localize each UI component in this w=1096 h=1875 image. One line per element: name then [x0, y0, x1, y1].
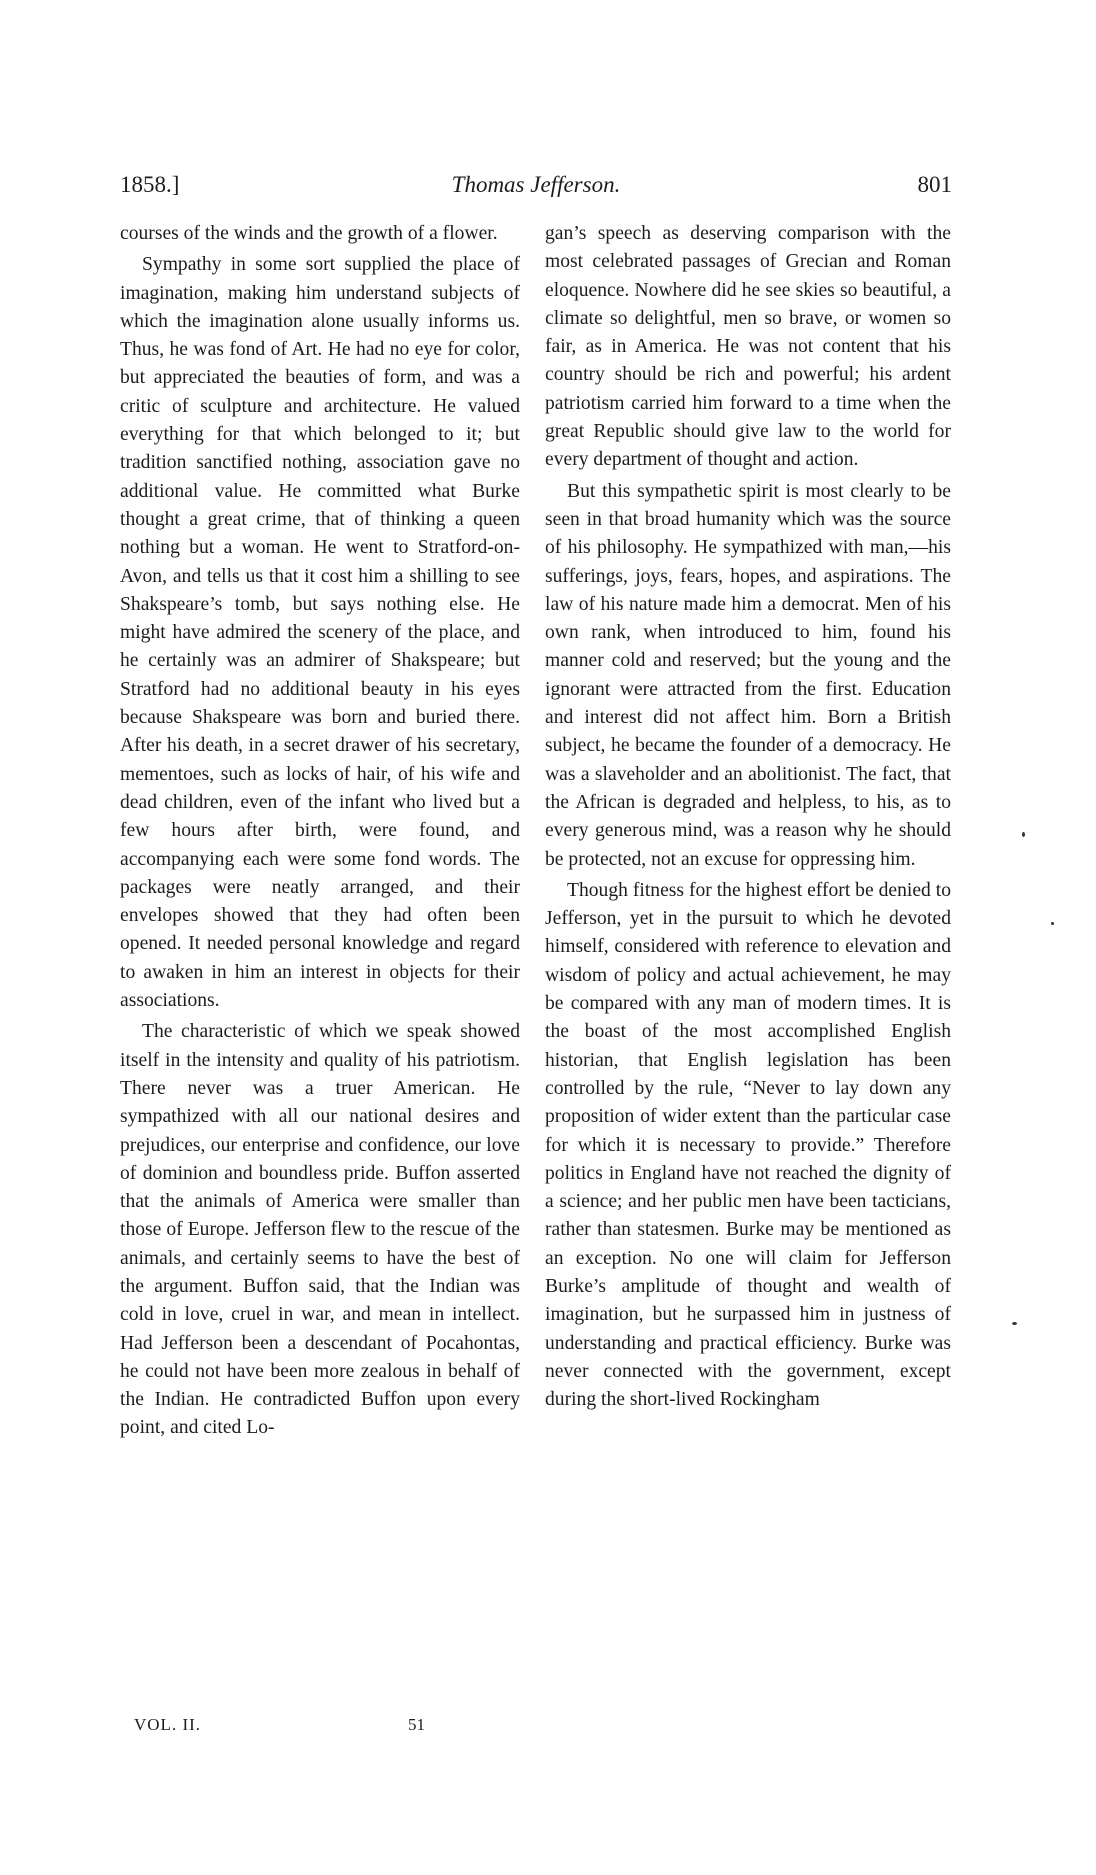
print-speck [1051, 922, 1054, 925]
running-head [120, 172, 952, 206]
print-speck [1022, 832, 1025, 837]
volume-label: VOL. II. [134, 1715, 202, 1734]
page-footer [120, 1715, 520, 1745]
right-paragraph-2: But this sympathetic spirit is most clearly to be seen in that broad humanity which was the source of his philosophy. He sympathized with man,—his sufferings, joys, fears, hopes, and aspirations. The law of his nature made him a democrat. Men of his own rank, when introduced to him, found his manner cold and reserved; but the young and the ignorant were attracted from the first. Education and interest did not affect him. Born a British subject, he became the founder of a democracy. He was a slaveholder and an abolitionist. The fact, that the African is degraded and helpless, to his, as to every generous mind, was a reason why he should be protected, not an excuse for oppressing him. [545, 480, 951, 870]
right-paragraph-3: Though fitness for the highest effort be denied to Jefferson, yet in the pursuit to which he devoted himself, considered with reference to elevation and wisdom of policy and actual achievement, he may be compared with any man of modern times. It is the boast of the most accomplished English historian, that English legislation has been controlled by the rule, “Never to lay down any proposition of wider extent than the particular case for which it is necessary to provide.” Therefore politics in England have not reached the dignity of a science; and her public men have been tacticians, rather than statesmen. Burke may be mentioned as an exception. No one will claim for Jefferson Burke’s amplitude of thought and wealth of imagination, but he surpassed him in justness of understanding and practical efficiency. Burke was never connected with the government, except during the short-lived Rockingham [545, 879, 951, 1411]
left-paragraph-2: Sympathy in some sort supplied the place of imagination, making him understand subjects of which the imagination alone usually informs us. Thus, he was fond of Art. He had no eye for color, but appreciated the beauties of form, and was a critic of sculpture and architecture. He valued everything for that which belonged to it; but tradition sanctified nothing, association gave no additional value. He committed what Burke thought a great crime, that of thinking a queen nothing but a woman. He went to Stratford-on-Avon, and tells us that it cost him a shilling to see Shakspeare’s tomb, but says nothing else. He might have admired the scenery of the place, and he certainly was an admirer of Shakspeare; but Stratford had no additional beauty in his eyes because Shakspeare was born and buried there. After his death, in a secret drawer of his secretary, mementoes, such as locks of hair, of his wife and dead children, even of the infant who lived but a few hours after birth, were found, and accompanying each were some fond words. The packages were neatly arranged, and their envelopes showed that they had often been opened. It needed personal knowledge and regard to awaken in him an interest in objects for their associations. [120, 254, 520, 1012]
print-speck [1012, 1322, 1017, 1325]
left-column [120, 220, 520, 1443]
page-number: 801 [917, 172, 952, 197]
header-title: Thomas Jefferson. [451, 172, 621, 197]
signature-mark: 51 [408, 1715, 425, 1734]
left-paragraph-1: courses of the winds and the growth of a flower. [120, 223, 498, 244]
header-year: 1858.] [120, 172, 180, 197]
right-paragraph-1: gan’s speech as deserving comparison with the most celebrated passages of Grecian and Roman eloquence. Nowhere did he see skies so beautiful, a climate so delightful, men so brave, or women so fair, as in America. He was not content that his country should be rich and powerful; his ardent patriotism carried him forward to a time when the great Republic should give law to the world for every department of thought and action. [545, 223, 951, 471]
left-paragraph-3: The characteristic of which we speak showed itself in the intensity and quality of his patriotism. There never was a truer American. He sympathized with all our national desires and prejudices, our enterprise and confidence, our love of dominion and boundless pride. Buffon asserted that the animals of America were smaller than those of Europe. Jefferson flew to the rescue of the animals, and certainly seems to have the best of the argument. Buffon said, that the Indian was cold in love, cruel in war, and mean in intellect. Had Jefferson been a descendant of Pocahontas, he could not have been more zealous in behalf of the Indian. He contradicted Buffon upon every point, and cited Lo- [120, 1021, 520, 1439]
right-column [545, 220, 951, 1414]
